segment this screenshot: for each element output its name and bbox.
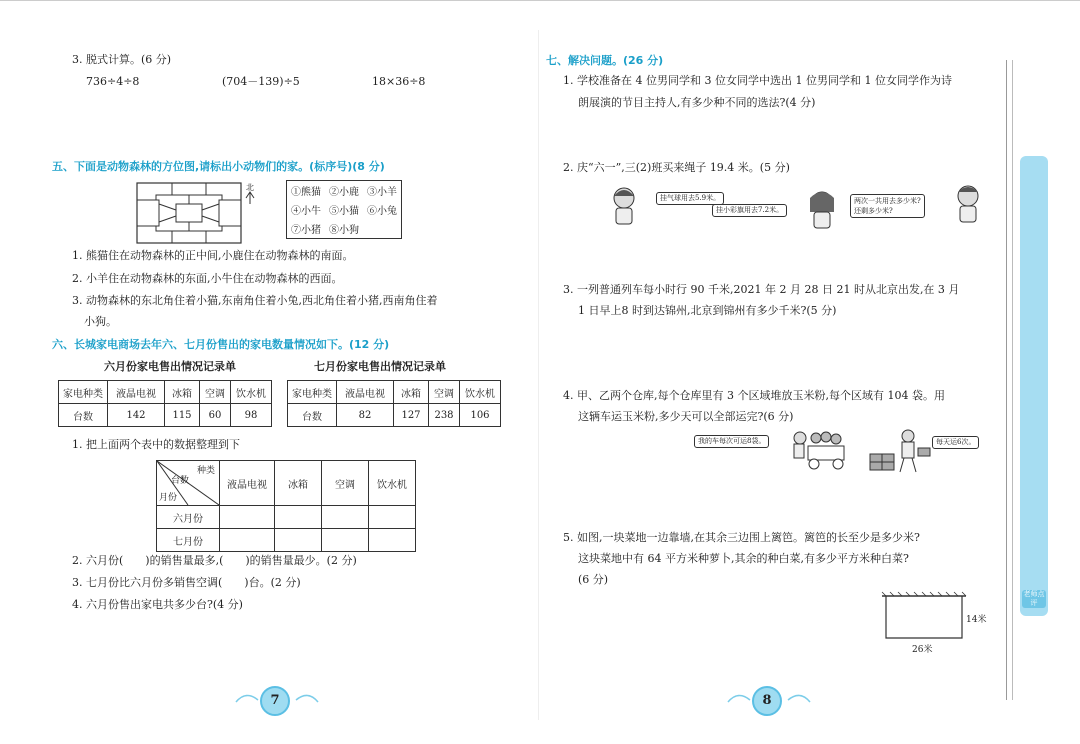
child-figure-3-icon (952, 184, 986, 224)
org-corner-mid: 台数 (171, 476, 190, 486)
section7-heading: 七、解决问题。(26 分) (546, 54, 664, 67)
page-top-border (0, 0, 1080, 1)
worker-sacks-icon (868, 428, 932, 476)
q3-heading: 3. 脱式计算。(6 分) (72, 53, 172, 66)
animal-6: ⑥小兔 (367, 206, 397, 217)
animal-8: ⑧小狗 (329, 225, 359, 236)
org-cell[interactable] (369, 529, 416, 552)
july-col-dispenser: 饮水机 (460, 381, 501, 404)
p2-text: 2. 庆“六一”,三(2)班买来绳子 19.4 米。(5 分) (563, 161, 790, 174)
garden-diagram (880, 590, 968, 646)
june-row-header-count: 台数 (59, 404, 108, 427)
org-cell[interactable] (275, 506, 322, 529)
s5-line-3: 3. 动物森林的东北角住着小猫,东南角住着小兔,西北角住着小猪,西南角住着 (72, 294, 438, 307)
july-col-fridge: 冰箱 (394, 381, 429, 404)
page-divider (538, 30, 539, 720)
org-cell[interactable] (220, 506, 275, 529)
org-corner-cell (157, 461, 220, 506)
cart-icon (786, 428, 850, 472)
p5-line-3: (6 分) (578, 573, 609, 586)
p4-bubble-2: 每天运6次。 (932, 436, 979, 449)
animal-7: ⑦小猪 (291, 225, 321, 236)
july-val-tv: 82 (337, 404, 394, 427)
calc-item-2: (704－139)÷5 (222, 75, 300, 88)
animal-5: ⑤小猫 (329, 206, 359, 217)
june-table (58, 380, 272, 427)
s5-line-4: 小狗。 (84, 315, 117, 328)
animal-legend (286, 180, 402, 239)
s6-q3: 3. 七月份比六月份多销售空调( )台。(2 分) (72, 576, 301, 589)
s5-line-2: 2. 小羊住在动物森林的东面,小牛住在动物森林的西面。 (72, 272, 343, 285)
teacher-comment-label: 老师点评 (1023, 590, 1045, 607)
p3-line-1: 3. 一列普通列车每小时行 90 千米,2021 年 2 月 28 日 21 时从北京出发,在 3 月 (563, 283, 960, 296)
org-corner-bottom: 月份 (159, 493, 178, 503)
s6-q2: 2. 六月份( )的销售量最多,( )的销售量最少。(2 分) (72, 554, 357, 567)
animal-2: ②小鹿 (329, 187, 359, 198)
org-row-june: 六月份 (157, 506, 220, 529)
child-figure-2-icon (806, 190, 840, 230)
july-row-header-type: 家电种类 (288, 381, 337, 404)
p2-bubble-3 (850, 194, 925, 218)
july-table (287, 380, 501, 427)
org-col-fridge: 冰箱 (275, 461, 322, 506)
org-cell[interactable] (220, 529, 275, 552)
june-table-title: 六月份家电售出情况记录单 (104, 360, 236, 373)
july-table-title: 七月份家电售出情况记录单 (314, 360, 446, 373)
s6-q1: 1. 把上面两个表中的数据整理到下 (72, 438, 240, 451)
july-col-tv: 液晶电视 (337, 381, 394, 404)
margin-line-1 (1006, 60, 1007, 700)
margin-line-2 (1012, 60, 1013, 700)
page-number-8: 8 (752, 686, 782, 716)
forest-map (136, 182, 242, 244)
org-col-tv: 液晶电视 (220, 461, 275, 506)
june-col-ac: 空调 (200, 381, 231, 404)
june-col-dispenser: 饮水机 (231, 381, 272, 404)
org-col-ac: 空调 (322, 461, 369, 506)
p4-bubble-1: 我的车每次可运8袋。 (694, 435, 769, 448)
june-val-dispenser: 98 (231, 404, 272, 427)
section5-heading: 五、下面是动物森林的方位图,请标出小动物们的家。(标序号)(8 分) (52, 160, 385, 173)
page-number-7: 7 (260, 686, 290, 716)
p3-line-2: 1 日早上8 时到达锦州,北京到锦州有多少千米?(5 分) (578, 304, 837, 317)
p1-line-2: 朗展演的节目主持人,有多少种不同的选法?(4 分) (578, 96, 816, 109)
north-label: 北 (246, 183, 254, 192)
child-figure-1-icon (608, 186, 642, 226)
p1-line-1: 1. 学校准备在 4 位男同学和 3 位女同学中选出 1 位男同学和 1 位女同学作为诗 (563, 74, 952, 87)
section6-heading: 六、长城家电商场去年六、七月份售出的家电数量情况如下。(12 分) (52, 338, 390, 351)
june-val-fridge: 115 (165, 404, 200, 427)
p2-bubble-3-line-1: 两次一共用去多少米? (854, 197, 921, 205)
p5-line-1: 5. 如图,一块菜地一边靠墙,在其余三边围上篱笆。篱笆的长至少是多少米? (563, 531, 920, 544)
p2-bubble-2: 挂小彩旗用去7.2米。 (712, 204, 787, 217)
june-col-tv: 液晶电视 (108, 381, 165, 404)
calc-item-3: 18×36÷8 (372, 75, 426, 88)
july-val-dispenser: 106 (460, 404, 501, 427)
p4-line-1: 4. 甲、乙两个仓库,每个仓库里有 3 个区域堆放玉米粉,每个区域有 104 袋。用 (563, 389, 945, 402)
july-val-ac: 238 (429, 404, 460, 427)
garden-length-label: 26米 (912, 645, 933, 655)
org-col-dispenser: 饮水机 (369, 461, 416, 506)
org-cell[interactable] (275, 529, 322, 552)
org-cell[interactable] (322, 506, 369, 529)
p4-line-2: 这辆车运玉米粉,多少天可以全部运完?(6 分) (578, 410, 794, 423)
s5-line-1: 1. 熊猫住在动物森林的正中间,小鹿住在动物森林的南面。 (72, 249, 354, 262)
july-row-header-count: 台数 (288, 404, 337, 427)
july-val-fridge: 127 (394, 404, 429, 427)
animal-3: ③小羊 (367, 187, 397, 198)
animal-1: ①熊猫 (291, 187, 321, 198)
org-corner-top: 种类 (196, 466, 215, 476)
organize-table (156, 460, 416, 552)
p2-bubble-3-line-2: 还剩多少米? (854, 207, 893, 215)
june-row-header-type: 家电种类 (59, 381, 108, 404)
p5-line-2: 这块菜地中有 64 平方米种萝卜,其余的种白菜,有多少平方米种白菜? (578, 552, 909, 565)
org-cell[interactable] (322, 529, 369, 552)
s6-q4: 4. 六月份售出家电共多少台?(4 分) (72, 598, 243, 611)
p2-bubble-1: 挂气球用去5.9米。 (656, 192, 724, 205)
organize-table-wrap (156, 460, 416, 552)
june-val-ac: 60 (200, 404, 231, 427)
july-col-ac: 空调 (429, 381, 460, 404)
calc-item-1: 736÷4÷8 (86, 75, 140, 88)
teacher-comment-sidebar (1020, 156, 1048, 616)
garden-width-label: 14米 (966, 615, 987, 625)
animal-4: ④小牛 (291, 206, 321, 217)
north-arrow-icon (245, 190, 255, 204)
org-row-july: 七月份 (157, 529, 220, 552)
org-cell[interactable] (369, 506, 416, 529)
june-val-tv: 142 (108, 404, 165, 427)
june-col-fridge: 冰箱 (165, 381, 200, 404)
